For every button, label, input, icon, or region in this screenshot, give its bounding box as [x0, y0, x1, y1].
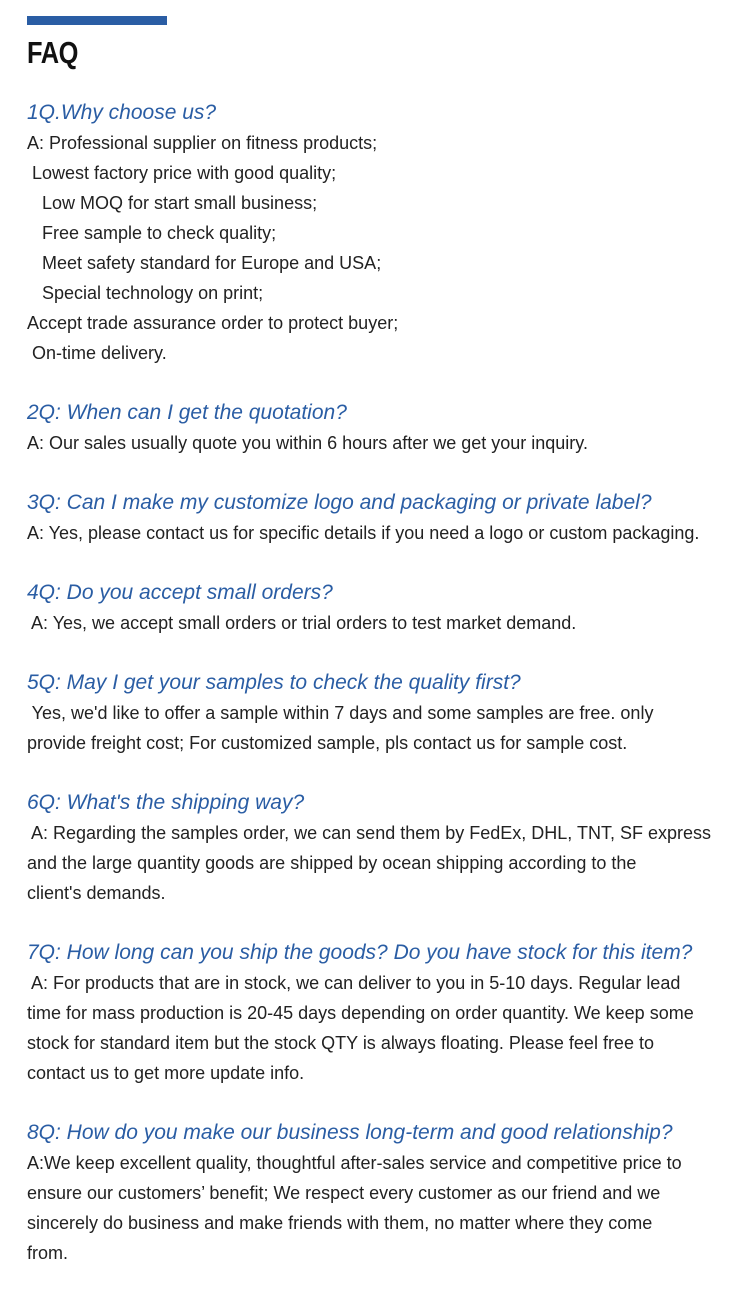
- faq-answer: [27, 608, 732, 638]
- faq-answer: [27, 698, 732, 758]
- faq-question: 1Q.Why choose us?: [27, 101, 217, 124]
- faq-item-5: [27, 668, 732, 758]
- answer-line: A: Professional supplier on fitness products;: [27, 133, 378, 153]
- faq-item-4: [27, 578, 732, 638]
- answer-line: A: Yes, we accept small orders or trial orders to test market demand.: [27, 613, 577, 633]
- faq-question: 7Q: How long can you ship the goods? Do you have stock for this item?: [27, 941, 693, 964]
- answer-line: Free sample to check quality;: [27, 223, 277, 243]
- answer-line: Meet safety standard for Europe and USA;: [27, 253, 382, 273]
- faq-answer: [27, 428, 732, 458]
- faq-question: 4Q: Do you accept small orders?: [27, 581, 333, 604]
- answer-line: ensure our customers’ benefit; We respect every customer as our friend and we: [27, 1183, 661, 1203]
- answer-line: Lowest factory price with good quality;: [27, 163, 337, 183]
- answer-line: contact us to get more update info.: [27, 1063, 305, 1083]
- answer-line: A: Regarding the samples order, we can send them by FedEx, DHL, TNT, SF express: [27, 823, 711, 843]
- faq-item-3: [27, 488, 732, 548]
- faq-question: 3Q: Can I make my customize logo and packaging or private label?: [27, 491, 652, 514]
- faq-answer: [27, 968, 732, 1088]
- faq-item-1: [27, 98, 732, 368]
- faq-answer: [27, 128, 732, 368]
- answer-line: time for mass production is 20-45 days depending on order quantity. We keep some: [27, 1003, 694, 1023]
- page-title: FAQ: [27, 35, 79, 70]
- answer-line: A: Our sales usually quote you within 6 hours after we get your inquiry.: [27, 433, 588, 453]
- faq-question: 5Q: May I get your samples to check the quality first?: [27, 671, 521, 694]
- faq-item-6: [27, 788, 732, 908]
- faq-item-2: [27, 398, 732, 458]
- faq-question: 8Q: How do you make our business long-term and good relationship?: [27, 1121, 673, 1144]
- accent-bar: [27, 16, 167, 25]
- answer-line: A: For products that are in stock, we can deliver to you in 5-10 days. Regular lead: [27, 973, 681, 993]
- answer-line: stock for standard item but the stock QTY is always floating. Please feel free to: [27, 1033, 654, 1053]
- answer-line: Special technology on print;: [27, 283, 264, 303]
- answer-line: from.: [27, 1243, 69, 1263]
- faq-answer: [27, 1148, 732, 1268]
- faq-item-8: [27, 1118, 732, 1268]
- answer-line: A: Yes, please contact us for specific details if you need a logo or custom packaging.: [27, 523, 700, 543]
- answer-line: sincerely do business and make friends with them, no matter where they come: [27, 1213, 653, 1233]
- answer-line: Accept trade assurance order to protect buyer;: [27, 313, 399, 333]
- answer-line: A:We keep excellent quality, thoughtful after-sales service and competitive price to: [27, 1153, 682, 1173]
- answer-line: client's demands.: [27, 883, 166, 903]
- answer-line: Low MOQ for start small business;: [27, 193, 318, 213]
- faq-answer: [27, 818, 732, 908]
- answer-line: provide freight cost; For customized sample, pls contact us for sample cost.: [27, 733, 628, 753]
- answer-line: On-time delivery.: [27, 343, 167, 363]
- faq-answer: [27, 518, 732, 548]
- answer-line: Yes, we'd like to offer a sample within 7 days and some samples are free. only: [27, 703, 654, 723]
- faq-question: 6Q: What's the shipping way?: [27, 791, 305, 814]
- faq-question: 2Q: When can I get the quotation?: [27, 401, 347, 424]
- answer-line: and the large quantity goods are shipped by ocean shipping according to the: [27, 853, 637, 873]
- faq-item-7: [27, 938, 732, 1088]
